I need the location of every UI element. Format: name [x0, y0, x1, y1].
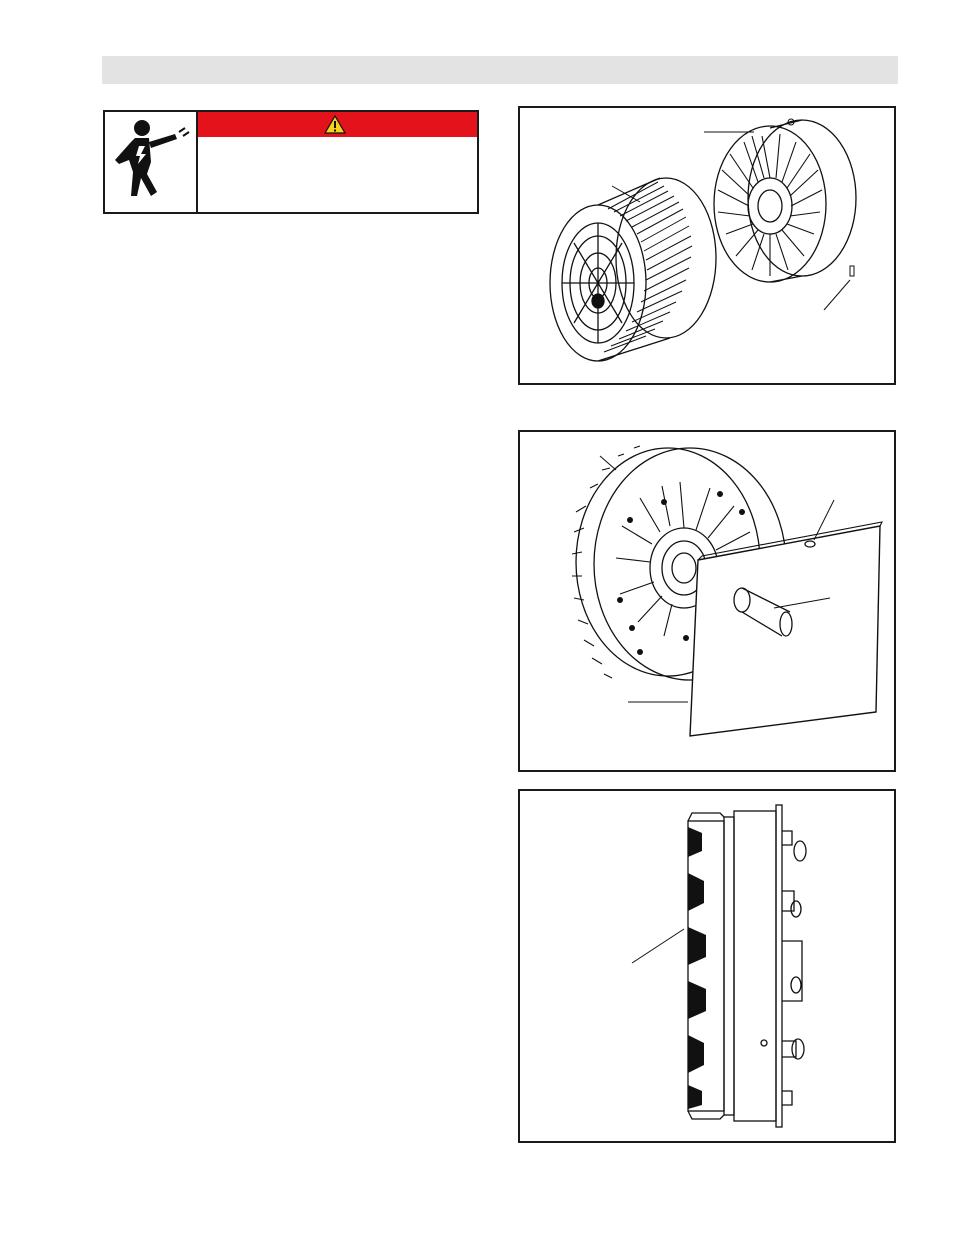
- figure-side-profile: [518, 789, 896, 1143]
- electrical-shock-person-icon: [105, 112, 198, 212]
- figure-mounting-plate: [518, 430, 896, 772]
- warning-banner: [198, 112, 477, 137]
- figure-exploded-assembly: [518, 106, 896, 385]
- warning-box: [103, 110, 479, 214]
- warning-triangle-icon: [324, 115, 346, 134]
- section-header-bar: [102, 56, 898, 84]
